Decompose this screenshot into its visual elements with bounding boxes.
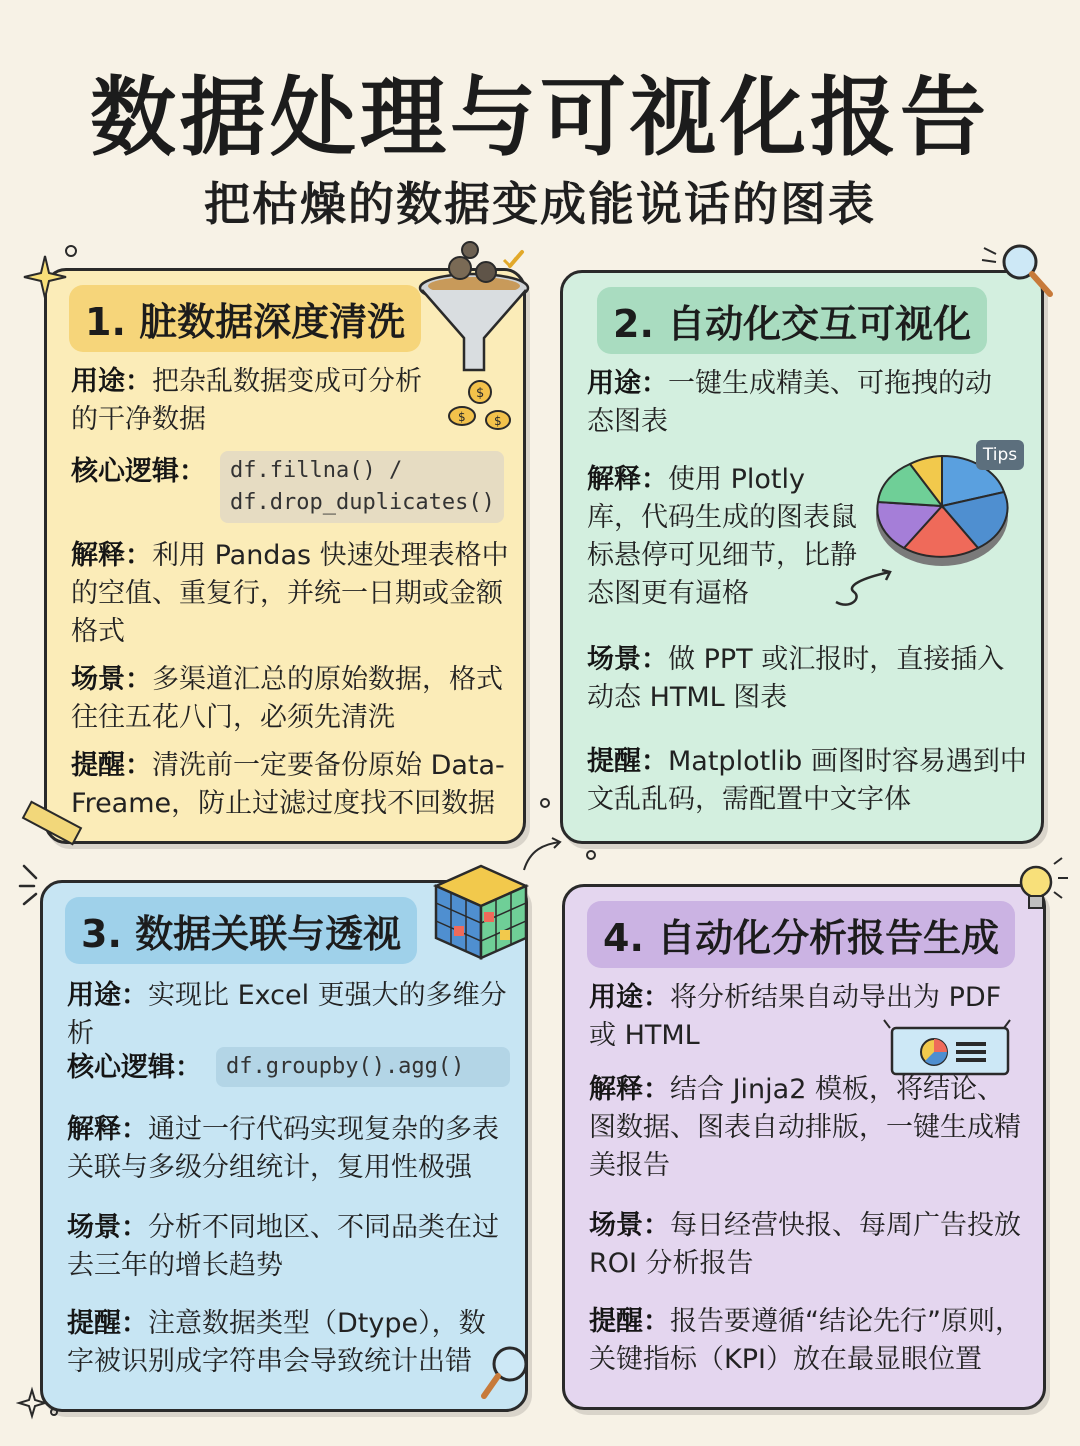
scene-text: 做 PPT 或汇报时，直接插入动态 HTML 图表 [587, 644, 1005, 713]
burst-lines-icon [16, 860, 56, 910]
svg-text:$: $ [476, 386, 485, 401]
tip-row [71, 747, 509, 823]
magnifier-icon [976, 238, 1060, 304]
tip-text: 注意数据类型（Dtype），数字被识别成字符串会导致统计出错 [67, 1308, 486, 1377]
usage-row [587, 365, 1007, 441]
curved-arrow-icon [520, 836, 570, 876]
sparkle-icon [22, 254, 68, 300]
svg-text:$: $ [458, 410, 466, 424]
explain-text: 使用 Plotly 库，代码生成的图表鼠标悬停可见细节，比静态图更有逼格 [587, 464, 857, 609]
card-report-generation [562, 884, 1046, 1410]
page-title: 数据处理与可视化报告 [90, 68, 990, 168]
tip-text: 报告要遵循“结论先行”原则，关键指标（KPI）放在最显眼位置 [589, 1306, 1022, 1375]
tip-row [67, 1305, 511, 1381]
svg-text:$: $ [494, 414, 502, 428]
scene-label: 场景： [587, 644, 668, 675]
tip-label: 提醒： [587, 746, 668, 777]
tip-label: 提醒： [71, 750, 152, 781]
usage-label: 用途： [67, 980, 148, 1011]
lightbulb-icon [1008, 856, 1070, 920]
scene-row [587, 641, 1027, 717]
explain-label: 解释： [71, 540, 152, 571]
explain-text: 结合 Jinja2 模板，将结论、图数据、图表自动排版，一键生成精美报告 [589, 1074, 1021, 1181]
scene-row [589, 1207, 1029, 1283]
explain-row [589, 1071, 1029, 1185]
code-snippet: df.groupby().agg() [216, 1047, 510, 1087]
explain-row [587, 461, 857, 613]
card-title: 1. 脏数据深度清洗 [69, 285, 421, 352]
explain-row [67, 1111, 511, 1187]
magnifier-icon [478, 1342, 540, 1404]
curved-arrow-icon [832, 568, 896, 612]
usage-row [67, 977, 511, 1053]
scene-row [71, 661, 509, 737]
ruler-icon [18, 800, 84, 850]
tip-row [589, 1303, 1029, 1379]
scene-text: 每日经营快报、每周广告投放 ROI 分析报告 [589, 1210, 1021, 1279]
usage-row [71, 363, 431, 439]
card-title: 2. 自动化交互可视化 [597, 287, 987, 354]
usage-label: 用途： [589, 982, 670, 1013]
tips-badge: Tips [976, 440, 1024, 470]
explain-label: 解释： [589, 1074, 670, 1105]
scene-label: 场景： [67, 1212, 148, 1243]
code-snippet: df.fillna() / df.drop_duplicates() [220, 451, 504, 523]
tip-label: 提醒： [67, 1308, 148, 1339]
usage-text: 实现比 Excel 更强大的多维分析 [67, 980, 507, 1049]
logic-row [67, 1047, 511, 1087]
scene-text: 分析不同地区、不同品类在过去三年的增长趋势 [67, 1212, 499, 1281]
usage-text: 一键生成精美、可拖拽的动态图表 [587, 368, 992, 437]
dot-icon [584, 848, 598, 862]
usage-label: 用途： [71, 366, 152, 397]
tip-label: 提醒： [589, 1306, 670, 1337]
explain-label: 解释： [587, 464, 668, 495]
dot-icon [64, 244, 78, 258]
usage-label: 用途： [587, 368, 668, 399]
explain-row [71, 537, 509, 651]
card-title: 4. 自动化分析报告生成 [587, 901, 1015, 968]
sparkle-icon [16, 1380, 66, 1430]
explain-text: 利用 Pandas 快速处理表格中的空值、重复行，并统一日期或金额格式 [71, 540, 509, 647]
explain-label: 解释： [67, 1114, 148, 1145]
scene-label: 场景： [589, 1210, 670, 1241]
coin-icon [444, 378, 524, 436]
dot-icon [538, 796, 552, 810]
logic-label: 核心逻辑： [71, 456, 206, 487]
tip-text: Matplotlib 画图时容易遇到中文乱乱码，需配置中文字体 [587, 746, 1027, 815]
logic-label: 核心逻辑： [67, 1052, 202, 1083]
scene-row [67, 1209, 511, 1285]
card-title: 3. 数据关联与透视 [65, 897, 417, 964]
usage-text: 将分析结果自动导出为 PDF 或 HTML [589, 982, 1002, 1051]
tip-text: 清洗前一定要备份原始 Data-Freame，防止过滤过度找不回数据 [71, 750, 505, 819]
funnel-icon [412, 238, 542, 378]
scene-label: 场景： [71, 664, 152, 695]
page-subtitle: 把枯燥的数据变成能说话的图表 [204, 177, 876, 231]
tip-row [587, 743, 1027, 819]
explain-text: 通过一行代码实现复杂的多表关联与多级分组统计，复用性极强 [67, 1114, 499, 1183]
scene-text: 多渠道汇总的原始数据，格式往往五花八门，必须先清洗 [71, 664, 503, 733]
logic-row [71, 451, 509, 523]
report-dashboard-icon [880, 1016, 1020, 1076]
usage-text: 把杂乱数据变成可分析的干净数据 [71, 366, 422, 435]
